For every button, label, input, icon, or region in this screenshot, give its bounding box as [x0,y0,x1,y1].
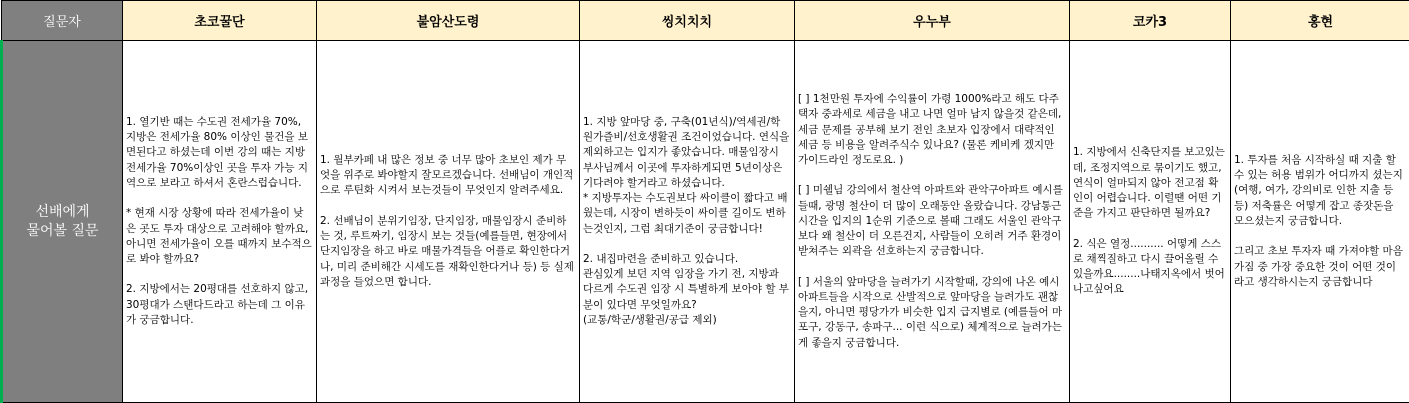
question-text: 1. 투자를 처음 시작하실 때 지출 할 수 있는 허용 범위가 어디까지 셨는지 (여행, 여가, 강의비로 인한 지출 등등) 저축률은 어떻게 잡고 종잣돈을 모으셨는지 궁금합니다. 그리고 초보 투자자 때 가져야할 마음 가짐 중 가장 중요한 것이 어떤 것이라고 생각하시는지 궁금합니다 [1234,154,1403,288]
question-cell-ssingchichichi[interactable] [580,41,795,403]
question-cell-honghyeon[interactable] [1231,41,1409,403]
question-cell-buramsandoryeong[interactable] [317,41,580,403]
header-row [2,1,1409,41]
question-cell-unubu[interactable] [795,41,1070,403]
header-cell-buramsandoryeong[interactable]: 불암산도령 [317,1,580,41]
row-label: 선배에게 물어볼 질문 [26,203,99,239]
header-cell-koka3[interactable]: 코카3 [1070,1,1231,41]
question-cell-koka3[interactable] [1070,41,1231,403]
question-text: 1. 지방 앞마당 중, 구축(01년식)/역세권/학원가즐비/선호생활권 조건이었습니다. 연식을 제외하고는 입지가 좋았습니다. 매물임장시 부사님께서 이곳에 투자하게되면 5년이상은 기다려야 할거라고 하셨습니다. * 지방투자는 수도권보다 싸이클이 짧다고 배웠는데, 시장이 변하듯이 싸이클 길이도 변하는것인지, 그럼 최대기준이 궁금합니다! 2. 내집마련을 준비하고 있습니다. 관심있게 보던 지역 임장을 가기 전, 지방과 다르게 수도권 임장 시 특별하게 보아야 할 부분이 있다면 무엇일까요? (교통/학군/생활권/공급 제외) [583,116,790,326]
header-cell-questioner[interactable]: 질문자 [2,1,123,41]
header-cell-unubu[interactable]: 우누부 [795,1,1070,41]
question-text: 1. 월부카페 내 많은 정보 중 너무 많아 초보인 제가 무엇을 위주로 봐야할지 잘모르겠습니다. 선배님이 개인적으로 루틴화 시켜서 보는것들이 무엇인지 알려주세요. 2. 선배님이 분위기임장, 단지임장, 매물임장시 준비하는 것, 루트짜기, 임장시 보는 것들(예를들면, 현장에서 단지임장을 하고 바로 매물가격들을 어플로 확인한다거나, 미리 준비해간 시세도를 재확인한다거나 등) 등 실제 과정을 들었으면 합니다. [320,154,574,288]
question-text: [ ] 1천만원 투자에 수익률이 가령 1000%라고 해도 다주택자 중과세로 세금을 내고 나면 얼마 남지 않을것 같은데, 세금 문제를 공부해 보기 전인 초보자 입장에서 대략적인 세금 등 비용을 알려주식수 있나요? (물론 케비케 겠지만 가이드라인 정도로요. ) [ ] 미쉘님 강의에서 철산역 아파트와 관악구아파트 예시를 들때, 광명 철산이 더 많이 오래동안 올랐습니다. 강남통근 시간을 입지의 1순위 기준으로 볼때 그래도 서울인 관악구 보다 왜 철산이 더 오른건지, 사람들이 오히려 거주 환경이 받쳐주는 외곽을 선호하는지 궁금합니다. [ ] 서울의 앞마당을 늘려가기 시작할때, 강의에 나온 예시 아파트들을 시작으로 산발적으로 앞마당을 늘려가도 괜찮을지, 아니면 평당가가 비슷한 입지 급지별로 (예를들어 마포구, 강동구, 송파구... 이런 식으로) 체계적으로 늘려가는게 좋을지 궁금합니다. [798,93,1063,349]
question-cell-chokokkuldan[interactable] [123,41,317,403]
header-cell-honghyeon[interactable]: 홍현 [1231,1,1409,41]
row-label-cell[interactable] [2,41,123,403]
question-text: 1. 열기반 때는 수도권 전세가율 70%, 지방은 전세가율 80% 이상인 물건을 보면된다고 하셨는데 이번 강의 때는 지방 전세가율 70%이상인 곳을 투자 가능 지역으로 보라고 하셔서 혼란스럽습니다. * 현재 시장 상황에 따라 전세가율이 낮은 곳도 투자 대상으로 고려해야 할까요, 아니면 전세가율이 오를 때까지 보수적으로 봐야 할까요? 2. 지방에서는 20평대를 선호하지 않고, 30평대가 스탠다드라고 하는데 그 이유가 궁금합니다. [126,116,312,326]
header-cell-ssingchichichi[interactable]: 씽치치치 [580,1,795,41]
header-cell-chokokkuldan[interactable]: 초코꿀단 [123,1,317,41]
question-text: 1. 지방에서 신축단지를 보고있는데, 조정지역으로 묶이기도 했고, 연식이 얼마되지 않아 전고점 확인이 어렵습니다. 이럴땐 어떤 기준을 가지고 판단하면 될까요? 2. 식은 열정.......... 어떻게 스스로 채찍질하고 다시 끌어올릴 수 있을까요........나태지옥에서 벗어나고싶어요 [1073,146,1225,296]
question-row [2,41,1409,403]
